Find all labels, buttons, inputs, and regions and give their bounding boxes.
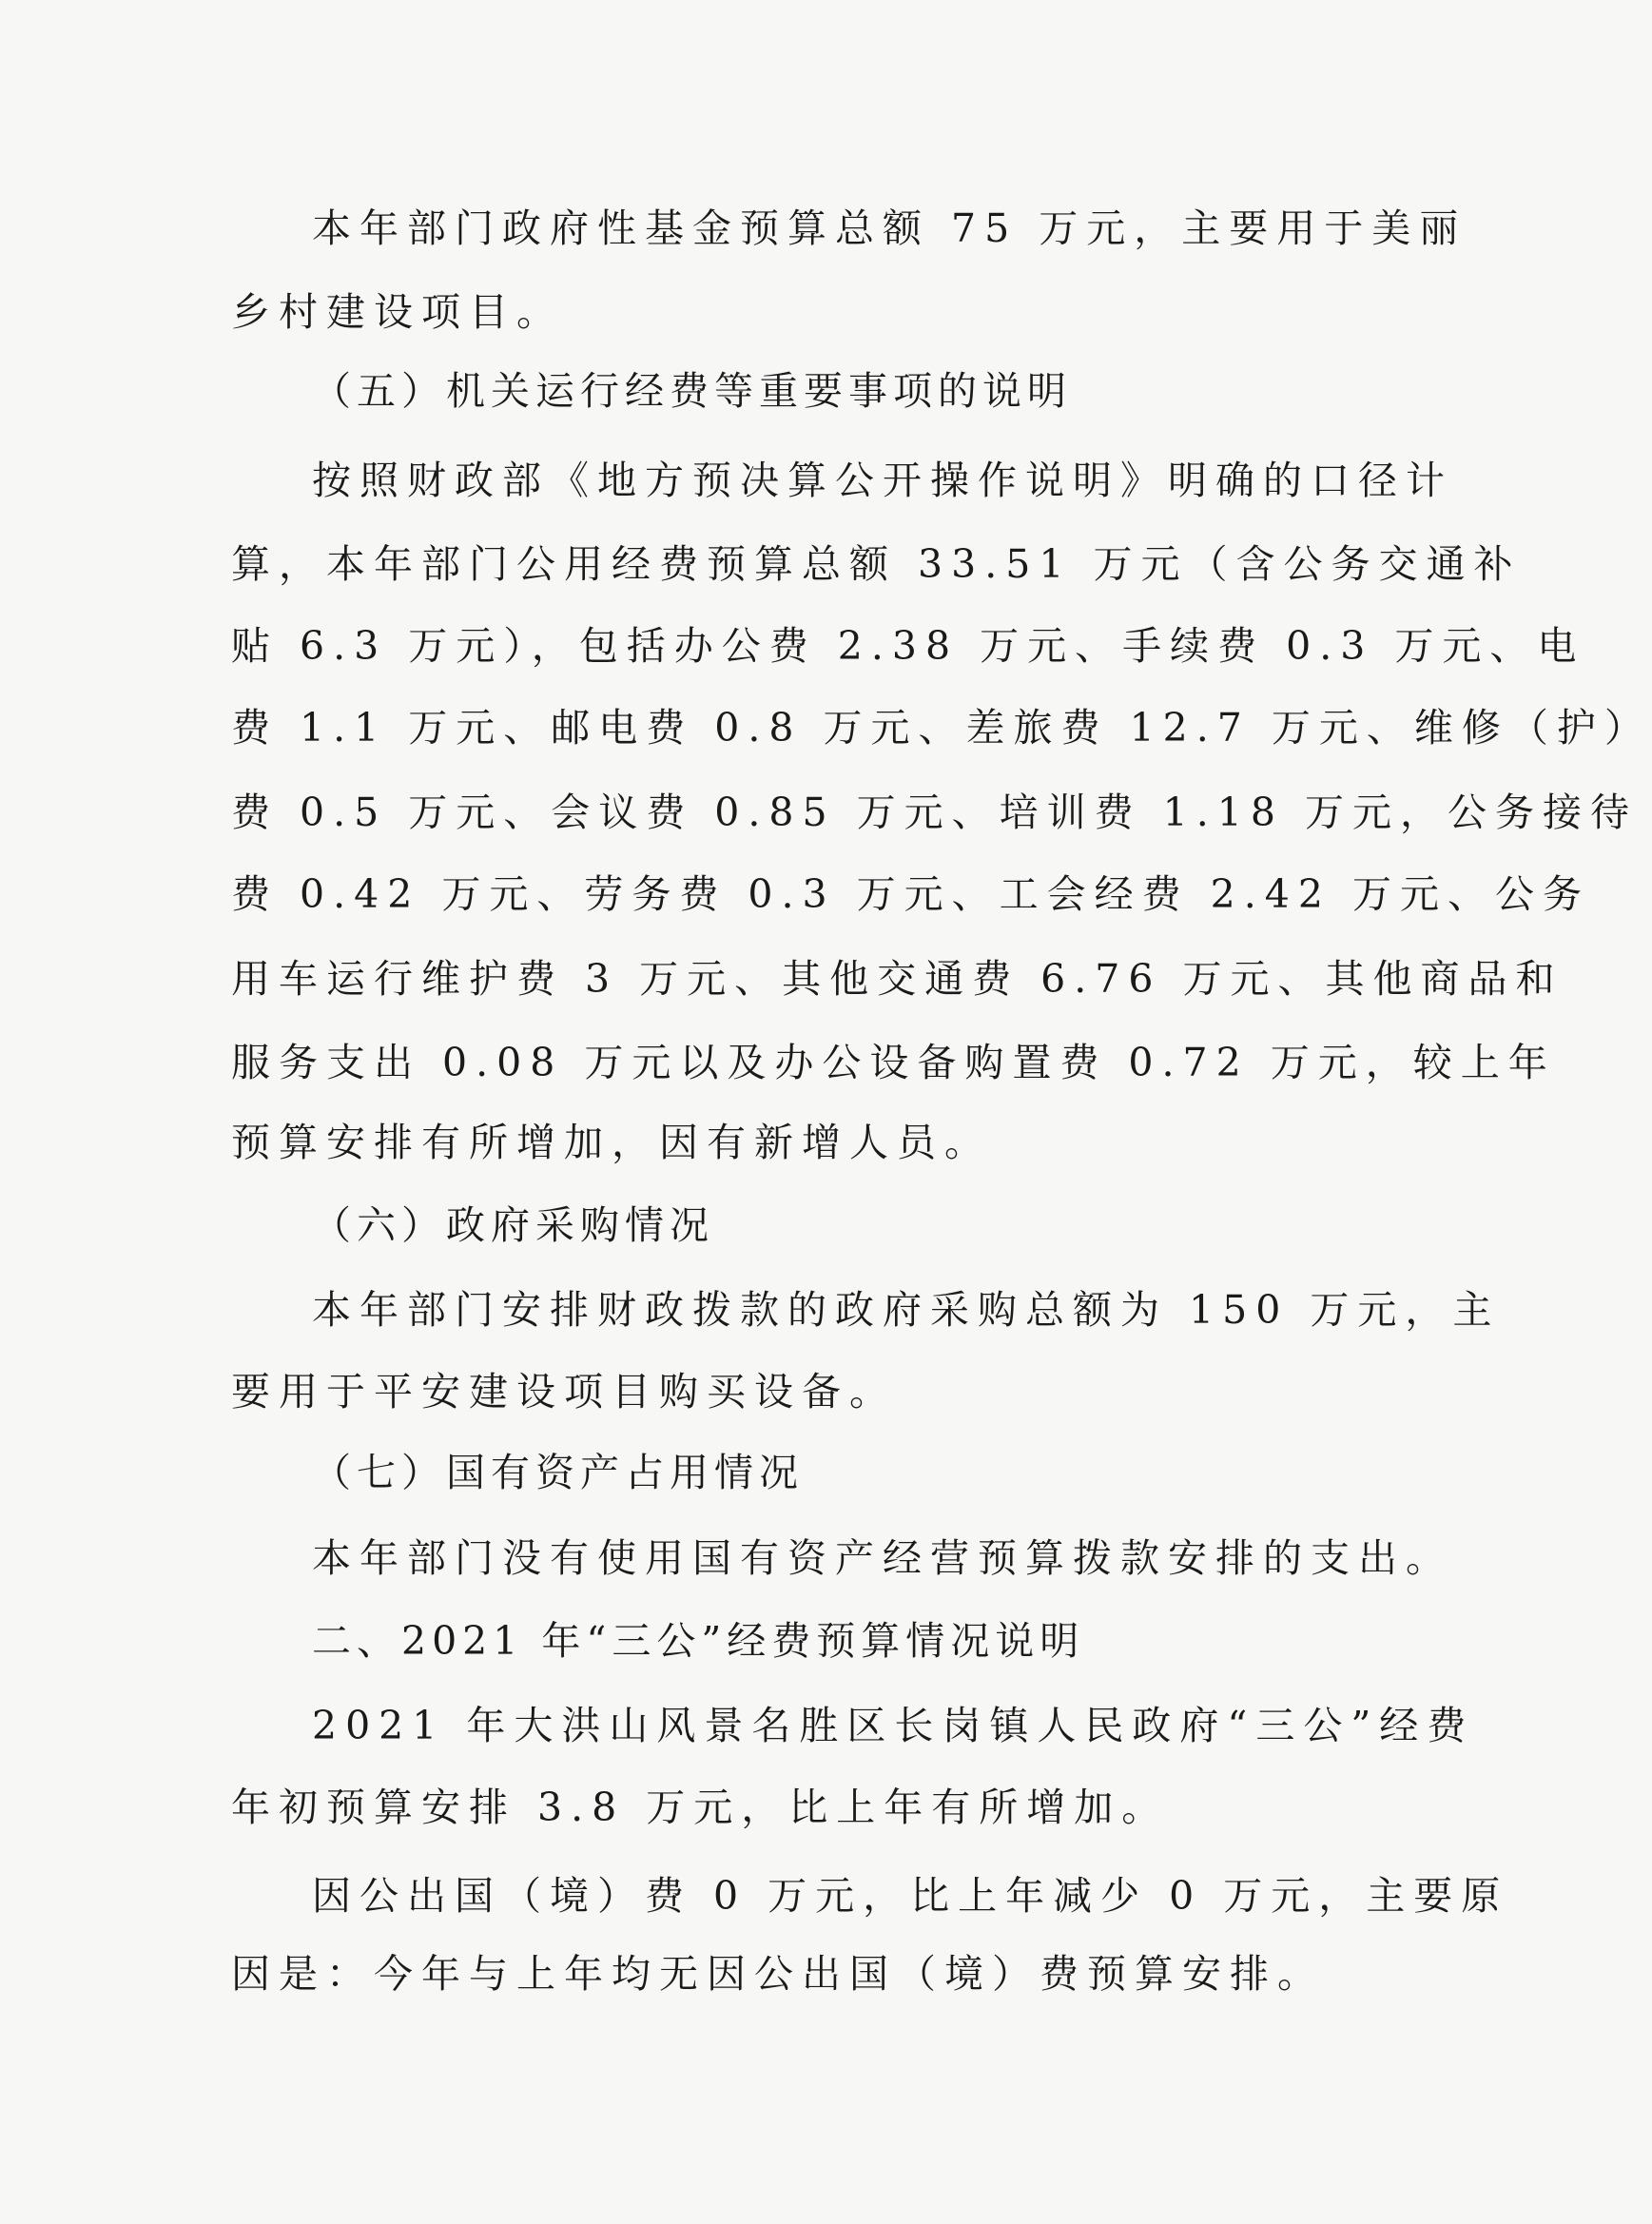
paragraph-line: 按照财政部《地方预决算公开操作说明》明确的口径计: [312, 458, 1453, 503]
paragraph-line: 费 1.1 万元、邮电费 0.8 万元、差旅费 12.7 万元、维修（护）: [231, 705, 1652, 751]
section-heading: 二、2021 年“三公”经费预算情况说明: [312, 1618, 1085, 1664]
paragraph-line: 贴 6.3 万元），包括办公费 2.38 万元、手续费 0.3 万元、电: [231, 623, 1585, 669]
paragraph-line: 本年部门政府性基金预算总额 75 万元，主要用于美丽: [312, 205, 1467, 251]
paragraph-line: 本年部门安排财政拨款的政府采购总额为 150 万元，主: [312, 1287, 1501, 1333]
paragraph-line: 算，本年部门公用经费预算总额 33.51 万元（含公务交通补: [231, 541, 1522, 587]
paragraph-line: 服务支出 0.08 万元以及办公设备购置费 0.72 万元，较上年: [231, 1040, 1556, 1085]
paragraph-line: 因是：今年与上年均无因公出国（境）费预算安排。: [231, 1951, 1325, 1997]
section-heading: （六）政府采购情况: [312, 1202, 714, 1248]
paragraph-line: 年初预算安排 3.8 万元，比上年有所增加。: [231, 1785, 1170, 1830]
paragraph-line: 要用于平安建设项目购买设备。: [231, 1369, 897, 1414]
paragraph-line: 乡村建设项目。: [231, 289, 564, 335]
paragraph-line: 费 0.5 万元、会议费 0.85 万元、培训费 1.18 万元，公务接待: [231, 790, 1638, 835]
paragraph-line: 因公出国（境）费 0 万元，比上年减少 0 万元，主要原: [312, 1873, 1509, 1919]
paragraph-line: 2021 年大洪山风景名胜区长岗镇人民政府“三公”经费: [312, 1703, 1475, 1748]
section-heading: （七）国有资产占用情况: [312, 1450, 804, 1495]
paragraph-line: 本年部门没有使用国有资产经营预算拨款安排的支出。: [312, 1535, 1453, 1581]
section-heading: （五）机关运行经费等重要事项的说明: [312, 368, 1072, 414]
paragraph-line: 用车运行维护费 3 万元、其他交通费 6.76 万元、其他商品和: [231, 956, 1564, 1002]
paragraph-line: 费 0.42 万元、劳务费 0.3 万元、工会经费 2.42 万元、公务: [231, 871, 1590, 917]
paragraph-line: 预算安排有所增加，因有新增人员。: [231, 1120, 992, 1165]
